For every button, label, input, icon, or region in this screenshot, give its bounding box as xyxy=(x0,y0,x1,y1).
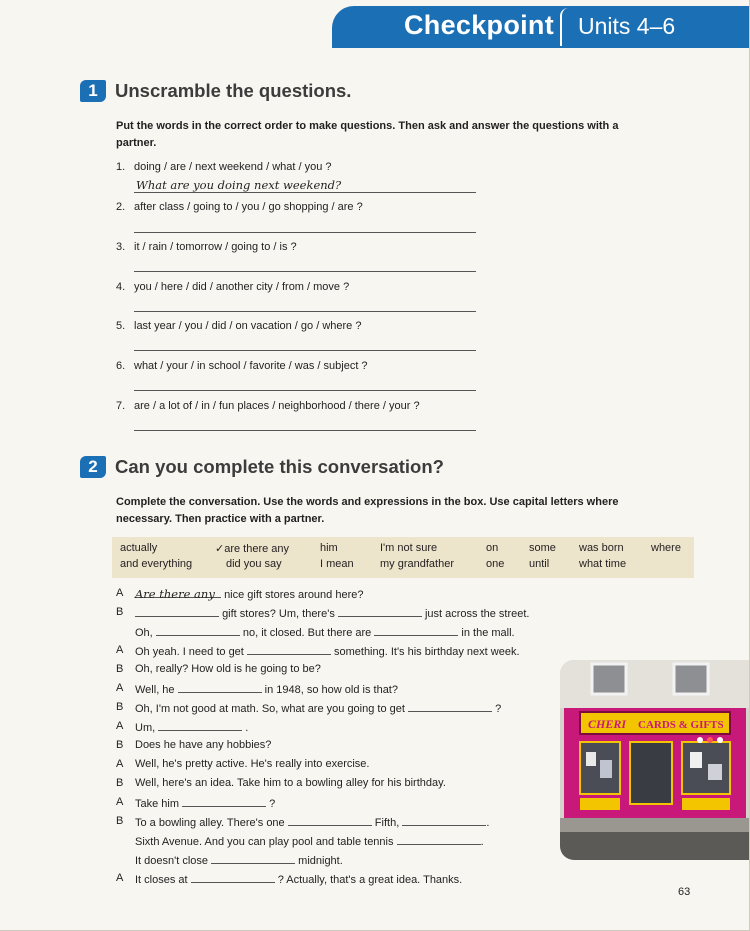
answer-blank[interactable] xyxy=(288,815,372,826)
answer-blank[interactable] xyxy=(408,701,492,712)
question-5 xyxy=(116,320,361,332)
answer-blank[interactable] xyxy=(158,720,242,731)
answer-blank[interactable] xyxy=(211,853,295,864)
speaker-label: A xyxy=(116,758,124,770)
word-box-item: some xyxy=(529,542,556,554)
question-7 xyxy=(116,400,420,412)
speaker-label: B xyxy=(116,815,124,827)
word-box xyxy=(112,537,694,578)
question-6 xyxy=(116,360,368,372)
gift-store-photo xyxy=(560,660,750,860)
answer-blank[interactable] xyxy=(397,834,481,845)
word-box-item: him xyxy=(320,542,338,554)
question-text: last year / you / did / on vacation / go / where ? xyxy=(134,320,362,332)
speaker-label: B xyxy=(116,606,124,618)
answer-blank[interactable] xyxy=(178,682,262,693)
word-box-item: actually xyxy=(120,542,158,554)
question-text: what / your / in school / favorite / was / subject ? xyxy=(134,360,368,372)
question-text: are / a lot of / in / fun places / neighborhood / there / your ? xyxy=(134,400,420,412)
word-box-item: and everything xyxy=(120,558,193,570)
speaker-label: B xyxy=(116,777,124,789)
answer-line-2[interactable] xyxy=(134,232,476,233)
page-title: Checkpoint xyxy=(404,10,555,40)
speaker-label: A xyxy=(116,720,124,732)
speaker-label: A xyxy=(116,587,124,599)
word-box-item: was born xyxy=(579,542,624,554)
word-box-item: did you say xyxy=(226,558,282,570)
question-text: you / here / did / another city / from / move ? xyxy=(134,281,350,293)
dialogue-line xyxy=(135,834,484,848)
answer-line-3[interactable] xyxy=(134,271,476,272)
dialogue-line xyxy=(135,701,501,715)
dialogue-text: . xyxy=(486,817,490,829)
page-number: 63 xyxy=(678,886,691,898)
word-box-item: I mean xyxy=(320,558,354,570)
section-1-instructions: Put the words in the correct order to make questions. Then ask and answer the questions with a partner. xyxy=(116,120,619,149)
dialogue-line xyxy=(135,815,489,829)
dialogue-text: Does he have any hobbies? xyxy=(135,739,272,751)
dialogue-text: Oh, xyxy=(135,627,153,639)
answer-blank[interactable] xyxy=(191,872,275,883)
question-number: 6. xyxy=(116,360,126,372)
speaker-label: B xyxy=(116,739,124,751)
word-box-item: where xyxy=(651,542,681,554)
answer-blank[interactable] xyxy=(247,644,331,655)
store-sign-text: CARDS & GIFTS xyxy=(638,719,724,731)
question-1 xyxy=(116,161,332,173)
section-2-title: Can you complete this conversation? xyxy=(115,456,444,477)
speaker-label: B xyxy=(116,701,124,713)
question-number: 3. xyxy=(116,241,126,253)
answer-blank[interactable] xyxy=(402,815,486,826)
dialogue-text: no, it closed. But there are xyxy=(242,627,372,639)
answer-blank[interactable] xyxy=(135,606,219,617)
word-box-item: ✓are there any xyxy=(215,543,290,555)
dialogue-text: It closes at xyxy=(135,874,188,886)
speaker-label: A xyxy=(116,644,124,656)
dialogue-line xyxy=(135,682,398,696)
dialogue-text: just across the street. xyxy=(424,608,530,620)
dialogue-text: ? xyxy=(495,703,502,715)
question-text: after class / going to / you / go shopping / are ? xyxy=(134,201,363,213)
dialogue-text: Take him xyxy=(135,798,180,810)
question-4 xyxy=(116,281,349,293)
answer-blank[interactable] xyxy=(338,606,422,617)
question-number: 1. xyxy=(116,161,126,173)
question-text: doing / are / next weekend / what / you ? xyxy=(134,161,332,173)
answer-line-5[interactable] xyxy=(134,350,476,351)
dialogue-line xyxy=(135,720,248,734)
dialogue-line xyxy=(135,625,515,639)
dialogue-line xyxy=(135,587,363,601)
dialogue-text: Um, xyxy=(135,722,156,734)
question-number: 7. xyxy=(116,400,126,412)
question-number: 4. xyxy=(116,281,126,293)
dialogue-text: ? Actually, that's a great idea. Thanks. xyxy=(277,874,463,886)
section-1-number: 1 xyxy=(80,80,106,102)
word-box-item: I'm not sure xyxy=(380,542,438,554)
question-3 xyxy=(116,241,297,253)
speaker-label: B xyxy=(116,663,124,675)
answer-blank[interactable] xyxy=(374,625,458,636)
section-2-number: 2 xyxy=(80,456,106,478)
section-1-title: Unscramble the questions. xyxy=(115,80,352,101)
dialogue-line xyxy=(135,796,275,810)
answer-blank[interactable] xyxy=(182,796,266,807)
gift-store-illustration xyxy=(560,660,750,860)
answer-blank[interactable] xyxy=(156,625,240,636)
units-label: Units 4–6 xyxy=(578,13,676,39)
word-box-item: one xyxy=(486,558,505,570)
section-2-instructions: Complete the conversation. Use the words and expressions in the box. Use capital letters where necessary. Then practice with a partner. xyxy=(116,496,619,525)
dialogue-text: Oh, I'm not good at math. So, what are you going to get xyxy=(135,703,405,715)
dialogue-text: To a bowling alley. There's one xyxy=(135,817,285,829)
dialogue-text: something. It's his birthday next week. xyxy=(333,646,520,658)
answer-line-1[interactable] xyxy=(134,192,476,193)
question-number: 2. xyxy=(116,201,126,213)
dialogue-text: Oh yeah. I need to get xyxy=(135,646,244,658)
dialogue-text: Well, he xyxy=(135,684,175,696)
dialogue-line xyxy=(135,606,529,620)
store-sign-name: CHERI xyxy=(588,717,627,731)
answer-line-6[interactable] xyxy=(134,390,476,391)
word-box-item: on xyxy=(486,542,499,554)
dialogue-text: It doesn't close xyxy=(135,855,209,867)
word-box-item: until xyxy=(529,558,550,570)
word-box-item: what time xyxy=(579,558,627,570)
question-text: it / rain / tomorrow / going to / is ? xyxy=(134,241,297,253)
speaker-label: A xyxy=(116,872,124,884)
speaker-label: A xyxy=(116,796,124,808)
dialogue-text: gift stores? Um, there's xyxy=(222,608,335,620)
dialogue-text: . xyxy=(245,722,249,734)
answer-line-7[interactable] xyxy=(134,430,476,431)
dialogue-text: in 1948, so how old is that? xyxy=(264,684,398,696)
dialogue-text: Fifth, xyxy=(374,817,400,829)
dialogue-line xyxy=(135,644,520,658)
dialogue-line xyxy=(135,853,343,867)
speaker-label: A xyxy=(116,682,124,694)
dialogue-text: nice gift stores around here? xyxy=(224,589,364,601)
dialogue-line xyxy=(135,872,462,886)
dialogue-text: Oh, really? How old is he going to be? xyxy=(135,663,321,675)
answer-blank[interactable]: Are there any xyxy=(135,587,221,598)
word-box-item: my grandfather xyxy=(380,558,454,570)
answer-line-4[interactable] xyxy=(134,311,476,312)
dialogue-text: midnight. xyxy=(298,855,343,867)
dialogue-text: Sixth Avenue. And you can play pool and table tennis xyxy=(135,836,394,848)
dialogue-text: Well, here's an idea. Take him to a bowling alley for his birthday. xyxy=(135,777,446,789)
dialogue-text: ? xyxy=(269,798,276,810)
dialogue-text: Well, he's pretty active. He's really into exercise. xyxy=(135,758,370,770)
dialogue-text: . xyxy=(480,836,484,848)
question-number: 5. xyxy=(116,320,126,332)
answer-1[interactable]: What are you doing next weekend? xyxy=(136,178,342,192)
dialogue-text: in the mall. xyxy=(461,627,515,639)
question-2 xyxy=(116,201,363,213)
